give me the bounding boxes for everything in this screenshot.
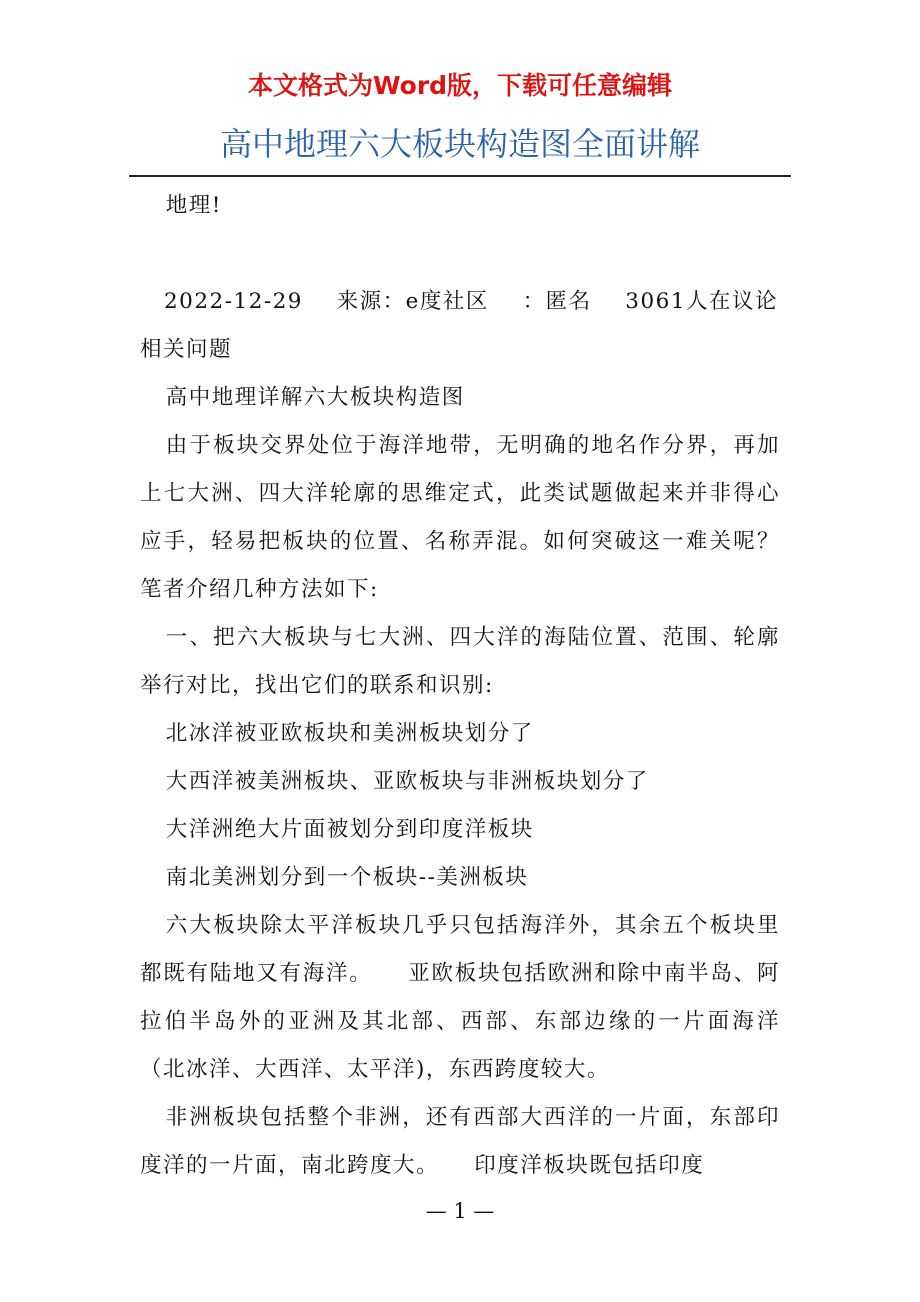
download-banner: 本文格式为Word版，下载可任意编辑: [247, 71, 673, 100]
meta-date: 2022-12-29: [164, 289, 303, 314]
meta-source: 来源：e度社区: [336, 289, 489, 314]
meta-author: ：匿名: [522, 289, 592, 314]
paragraph: 大洋洲绝大片面被划分到印度洋板块: [165, 817, 534, 842]
paragraph: 高中地理详解六大板块构造图: [165, 385, 465, 410]
paragraph: 一、把六大板块与七大洲、四大洋的海陆位置、范围、轮廓举行对比，找出它们的联系和识别:: [140, 625, 780, 698]
paragraph: 南北美洲划分到一个板块--美洲板块: [165, 865, 529, 890]
meta-line: [140, 278, 780, 326]
meta-block: [140, 278, 780, 374]
paragraph: 由于板块交界处位于海洋地带，无明确的地名作分界，再加上七大洲、四大洋轮廓的思维定式，此类试题做起来并非得心应手，轻易把板块的位置、名称弄混。如何突破这一难关呢？笔者介绍几种方法如下:: [140, 433, 780, 602]
page-number: — 1 —: [425, 1199, 495, 1223]
title-divider: [129, 175, 791, 177]
intro-text: 地理!: [165, 193, 222, 218]
paragraph: 大西洋被美洲板块、亚欧板块与非洲板块划分了: [165, 769, 649, 794]
meta-related: 相关问题: [140, 337, 233, 362]
document-body: [140, 182, 780, 1190]
paragraph: 北冰洋被亚欧板块和美洲板块划分了: [165, 721, 534, 746]
paragraph: 六大板块除太平洋板块几乎只包括海洋外，其余五个板块里都既有陆地又有海洋。 亚欧板块包括欧洲和除中南半岛、阿拉伯半岛外的亚洲及其北部、西部、东部边缘的一片面海洋（北冰洋、大西洋、太平洋)，东西跨度较大。: [140, 913, 780, 1082]
meta-discussion-count: 3061人在议论: [625, 289, 778, 314]
paragraph: 非洲板块包括整个非洲，还有西部大西洋的一片面，东部印度洋的一片面，南北跨度大。 印度洋板块既包括印度: [140, 1105, 780, 1178]
document-title: 高中地理六大板块构造图全面讲解: [219, 125, 700, 163]
